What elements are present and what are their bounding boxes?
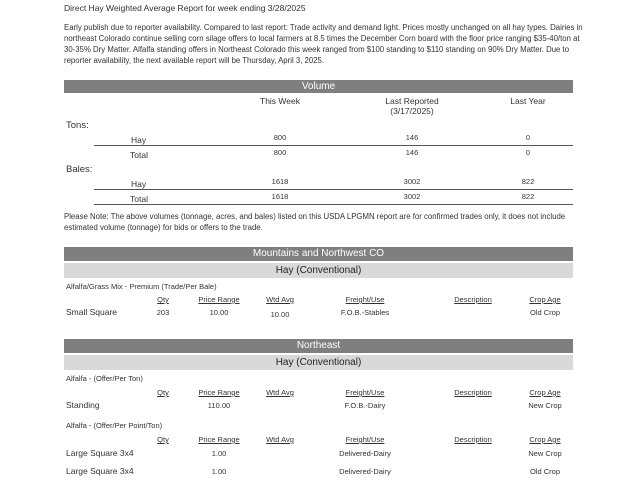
col-crop-age: Crop Age — [529, 295, 561, 304]
bales-hay-this-week: 1618 — [271, 177, 289, 186]
row-price-range: 1.00 — [211, 467, 227, 476]
bales-label: Bales: — [66, 164, 93, 175]
row-wtd-avg: 10.00 — [270, 310, 290, 319]
col-crop-age: Crop Age — [529, 435, 561, 444]
divider — [94, 189, 573, 190]
tons-hay-last-reported: 146 — [405, 133, 419, 142]
row-price-range: 10.00 — [209, 308, 229, 317]
tons-total-last-year: 0 — [525, 148, 531, 157]
col-qty: Qty — [157, 435, 169, 444]
tons-total-last-reported: 146 — [405, 148, 419, 157]
row-crop-age: Old Crop — [529, 467, 560, 476]
category-heading: Hay (Conventional) — [64, 355, 573, 370]
col-wtd-avg: Wtd Avg — [266, 295, 294, 304]
col-last-year: Last Year — [510, 96, 546, 106]
col-last-reported: Last Reported — [385, 96, 439, 106]
region-heading: Northeast — [64, 339, 573, 353]
col-this-week: This Week — [260, 96, 300, 106]
col-price-range: Price Range — [198, 295, 240, 304]
row-freight-use: Delivered-Dairy — [339, 449, 391, 458]
bales-total-last-reported: 3002 — [403, 192, 421, 201]
row-type: Large Square 3x4 — [66, 466, 134, 476]
tons-total-label: Total — [130, 150, 148, 160]
col-description: Description — [454, 435, 492, 444]
row-price-range: 1.00 — [211, 449, 227, 458]
col-freight-use: Freight/Use — [345, 388, 385, 397]
row-freight-use: F.O.B.-Dairy — [344, 401, 386, 410]
col-qty: Qty — [157, 388, 169, 397]
col-freight-use: Freight/Use — [345, 435, 385, 444]
row-type: Standing — [66, 400, 100, 410]
volume-note: Please Note: The above volumes (tonnage, acres, and bales) listed on this USDA LPGMN report are for confirmed trades only, it does not include estimated volume (tonnage) for bids or offers to the trade. — [64, 212, 566, 232]
bales-hay-last-year: 822 — [521, 177, 535, 186]
group-title: Alfalfa/Grass Mix - Premium (Trade/Per Bale) — [66, 282, 217, 291]
col-crop-age: Crop Age — [529, 388, 561, 397]
col-description: Description — [454, 388, 492, 397]
bales-total-label: Total — [130, 194, 148, 204]
col-qty: Qty — [157, 295, 169, 304]
category-heading: Hay (Conventional) — [64, 263, 573, 278]
tons-label: Tons: — [66, 120, 89, 131]
tons-hay-label: Hay — [131, 135, 147, 145]
bales-total-last-year: 822 — [521, 192, 535, 201]
col-freight-use: Freight/Use — [345, 295, 385, 304]
row-freight-use: F.O.B.-Stables — [340, 308, 390, 317]
row-qty: 203 — [156, 308, 170, 317]
row-type: Large Square 3x4 — [66, 448, 134, 458]
row-crop-age: New Crop — [528, 449, 562, 458]
col-description: Description — [454, 295, 492, 304]
divider — [94, 145, 573, 146]
group-title: Alfalfa - (Offer/Per Ton) — [66, 374, 143, 383]
col-wtd-avg: Wtd Avg — [266, 388, 294, 397]
row-crop-age: Old Crop — [529, 308, 560, 317]
row-freight-use: Delivered-Dairy — [339, 467, 391, 476]
bales-hay-label: Hay — [131, 179, 147, 189]
divider — [94, 204, 573, 205]
row-type: Small Square — [66, 307, 118, 317]
tons-hay-last-year: 0 — [525, 133, 531, 142]
group-title: Alfalfa - (Offer/Per Point/Ton) — [66, 421, 163, 430]
col-wtd-avg: Wtd Avg — [266, 435, 294, 444]
row-price-range: 110.00 — [207, 401, 231, 410]
col-last-reported-date: (3/17/2025) — [390, 106, 434, 116]
volume-heading: Volume — [64, 80, 573, 93]
bales-total-this-week: 1618 — [271, 192, 289, 201]
bales-hay-last-reported: 3002 — [403, 177, 421, 186]
col-price-range: Price Range — [198, 435, 240, 444]
col-price-range: Price Range — [198, 388, 240, 397]
region-heading: Mountains and Northwest CO — [64, 247, 573, 261]
market-commentary: Early publish due to reporter availability. Compared to last report: Trade activity and demand light. Prices mostly unchanged on all hay types. Dairies in northeast Colorado continue selling corn silage offers to local farmers at 8.5 times the December Corn board with the floor price ranging $35-40/ton at 30-35% Dry Matter. Alfalfa standing offers in Northeast Colorado this week ranged from $100 standing to $110 standing on 90% Dry Matter. Due to reporter availability, the next available report will be Thursday, April 3, 2025. — [64, 23, 583, 65]
tons-total-this-week: 800 — [273, 148, 287, 157]
tons-hay-this-week: 800 — [273, 133, 287, 142]
row-crop-age: New Crop — [528, 401, 562, 410]
report-title: Direct Hay Weighted Average Report for week ending 3/28/2025 — [64, 3, 306, 13]
